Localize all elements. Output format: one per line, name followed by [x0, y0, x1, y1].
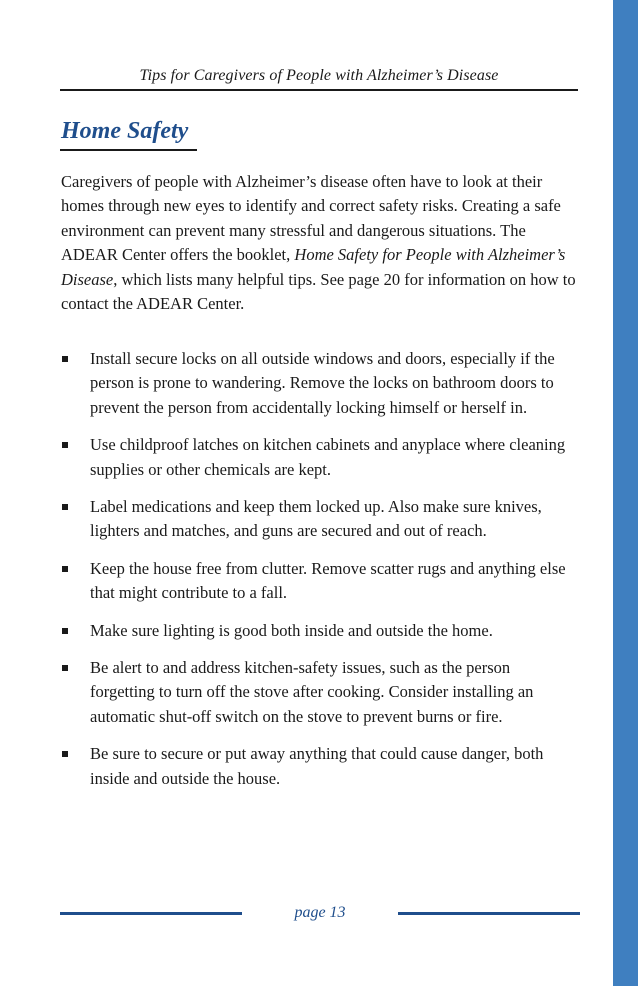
list-item — [61, 656, 579, 729]
list-item-text: Label medications and keep them locked up. Also make sure knives, lighters and matches, and guns are secured and out of reach. — [90, 497, 542, 541]
square-bullet-icon — [62, 628, 68, 634]
list-item — [61, 557, 579, 606]
title-underline — [60, 149, 197, 151]
list-item-text: Make sure lighting is good both inside and outside the home. — [90, 620, 493, 640]
list-item — [61, 347, 579, 420]
safety-tips-list — [61, 347, 579, 804]
intro-text-end: , which lists many helpful tips. See page 20 for information on how to contact the ADEAR Center. — [61, 269, 576, 314]
footer-rule-right — [398, 912, 580, 915]
list-item-text: Install secure locks on all outside windows and doors, especially if the person is prone to wandering. Remove the locks on bathroom doors to prevent the person from accidentally locking himself or herself in. — [90, 349, 555, 417]
footer-rule-left — [60, 912, 242, 915]
header-rule — [60, 89, 578, 91]
list-item-text: Keep the house free from clutter. Remove scatter rugs and anything else that might contribute to a fall. — [90, 558, 566, 603]
square-bullet-icon — [62, 665, 68, 671]
square-bullet-icon — [62, 751, 68, 757]
square-bullet-icon — [62, 442, 68, 448]
intro-paragraph — [61, 170, 579, 316]
list-item-text: Use childproof latches on kitchen cabinets and anyplace where cleaning supplies or other chemicals are kept. — [90, 435, 566, 479]
square-bullet-icon — [62, 504, 68, 510]
intro-text-start: Caregivers of people with Alzheimer’s disease often have to look at their homes through new eyes to identify and correct safety risks. Creating a safe environment can prevent many stressful and dangerous situations. The ADEAR Center offers the booklet, — [61, 172, 561, 265]
square-bullet-icon — [62, 356, 68, 362]
list-item — [61, 619, 579, 643]
booklet-title: Home Safety for People with Alzheimer’s Disease — [61, 245, 566, 289]
list-item — [61, 495, 579, 544]
side-color-band — [613, 0, 638, 986]
list-item — [61, 433, 579, 482]
running-header: Tips for Caregivers of People with Alzheimer’s Disease — [139, 67, 499, 84]
list-item-text: Be alert to and address kitchen-safety issues, such as the person forgetting to turn off the stove after cooking. Consider installing an automatic shut-off switch on the stove to prevent burns or fire. — [90, 658, 534, 726]
page-number: page 13 — [294, 904, 346, 921]
list-item — [61, 742, 579, 791]
square-bullet-icon — [62, 566, 68, 572]
list-item-text: Be sure to secure or put away anything that could cause danger, both inside and outside the house. — [90, 744, 544, 788]
section-title: Home Safety — [61, 118, 189, 144]
